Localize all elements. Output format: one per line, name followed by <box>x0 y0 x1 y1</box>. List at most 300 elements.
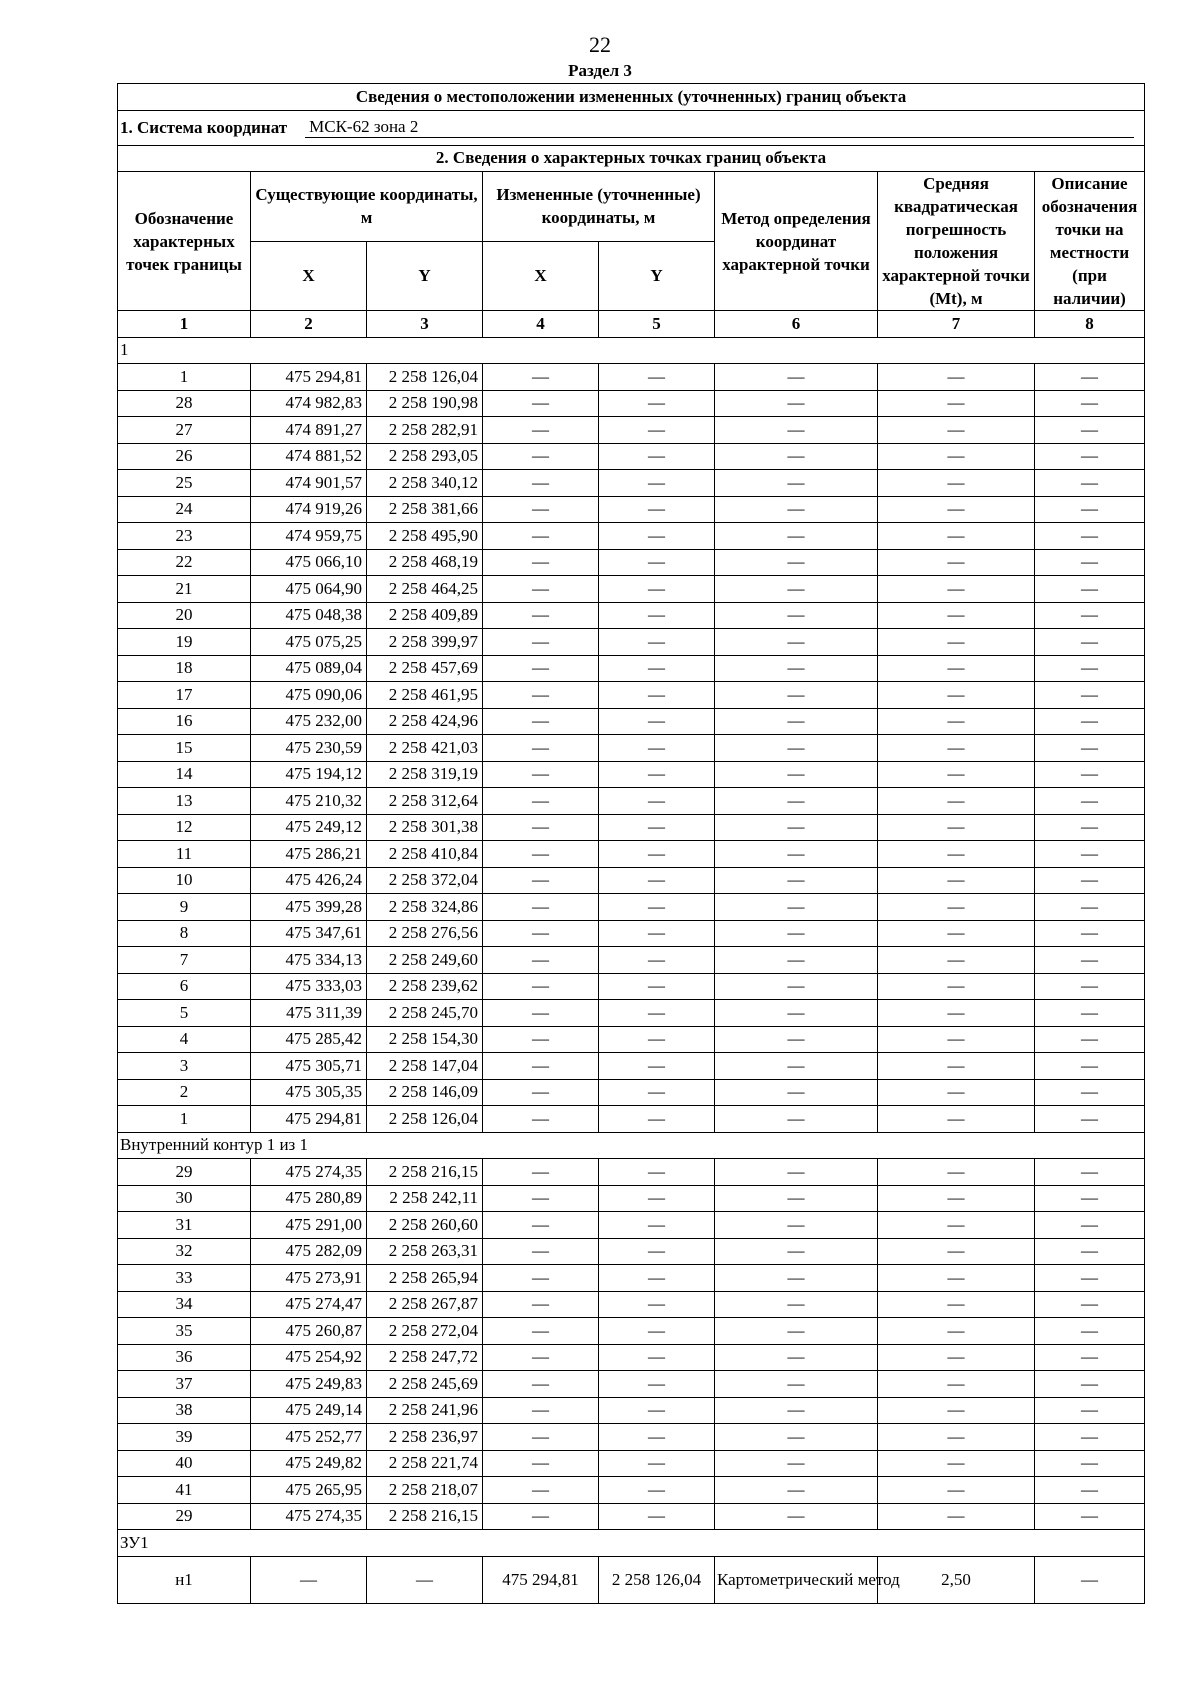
method-dash: — <box>715 1371 878 1398</box>
existing-x: 475 249,12 <box>251 814 367 841</box>
point-number: 4 <box>118 1026 251 1053</box>
table-row <box>118 1000 1145 1027</box>
header-existing-y: Y <box>367 241 483 311</box>
table-row <box>118 814 1145 841</box>
existing-x: 475 274,35 <box>251 1503 367 1530</box>
existing-y: 2 258 146,09 <box>367 1079 483 1106</box>
point-number: 28 <box>118 390 251 417</box>
description-dash: — <box>1035 1079 1145 1106</box>
description-dash: — <box>1035 1238 1145 1265</box>
error-dash: — <box>878 1212 1035 1239</box>
existing-y: 2 258 247,72 <box>367 1344 483 1371</box>
description-dash: — <box>1035 1185 1145 1212</box>
changed-x-dash: — <box>483 576 599 603</box>
description-dash: — <box>1035 1053 1145 1080</box>
error-dash: — <box>878 867 1035 894</box>
existing-x: 474 959,75 <box>251 523 367 550</box>
description: — <box>1035 1556 1145 1603</box>
changed-y-dash: — <box>599 761 715 788</box>
changed-y-dash: — <box>599 390 715 417</box>
table-row <box>118 1424 1145 1451</box>
point-number: 26 <box>118 443 251 470</box>
existing-y: 2 258 126,04 <box>367 364 483 391</box>
existing-x: 475 075,25 <box>251 629 367 656</box>
changed-y-dash: — <box>599 1026 715 1053</box>
existing-y: 2 258 216,15 <box>367 1159 483 1186</box>
method-dash: — <box>715 1291 878 1318</box>
existing-x: 475 273,91 <box>251 1265 367 1292</box>
method-dash: — <box>715 364 878 391</box>
error-dash: — <box>878 735 1035 762</box>
table-row <box>118 1053 1145 1080</box>
error-dash: — <box>878 1424 1035 1451</box>
boundary-table <box>117 83 1145 1604</box>
error-dash: — <box>878 1503 1035 1530</box>
error-dash: — <box>878 814 1035 841</box>
point-number: 21 <box>118 576 251 603</box>
existing-y: 2 258 216,15 <box>367 1503 483 1530</box>
changed-x-dash: — <box>483 629 599 656</box>
error-dash: — <box>878 629 1035 656</box>
description-dash: — <box>1035 629 1145 656</box>
description-dash: — <box>1035 708 1145 735</box>
description-dash: — <box>1035 1026 1145 1053</box>
point-number: 16 <box>118 708 251 735</box>
point-number: 8 <box>118 920 251 947</box>
description-dash: — <box>1035 496 1145 523</box>
changed-x-dash: — <box>483 1159 599 1186</box>
point-number: 41 <box>118 1477 251 1504</box>
col-number-4: 4 <box>483 311 599 338</box>
existing-y: 2 258 265,94 <box>367 1265 483 1292</box>
existing-x: 475 260,87 <box>251 1318 367 1345</box>
description-dash: — <box>1035 947 1145 974</box>
error-dash: — <box>878 1079 1035 1106</box>
col-number-6: 6 <box>715 311 878 338</box>
existing-x: 475 280,89 <box>251 1185 367 1212</box>
changed-x-dash: — <box>483 841 599 868</box>
method-dash: — <box>715 655 878 682</box>
existing-y: 2 258 154,30 <box>367 1026 483 1053</box>
changed-y-dash: — <box>599 417 715 444</box>
description-dash: — <box>1035 1000 1145 1027</box>
table-row <box>118 1477 1145 1504</box>
point-number: 39 <box>118 1424 251 1451</box>
existing-y: 2 258 410,84 <box>367 841 483 868</box>
existing-y: 2 258 263,31 <box>367 1238 483 1265</box>
changed-y-dash: — <box>599 841 715 868</box>
method-dash: — <box>715 788 878 815</box>
existing-y: 2 258 319,19 <box>367 761 483 788</box>
error-dash: — <box>878 364 1035 391</box>
changed-y-dash: — <box>599 894 715 921</box>
changed-y-dash: — <box>599 1079 715 1106</box>
col-number-7: 7 <box>878 311 1035 338</box>
col-number-5: 5 <box>599 311 715 338</box>
method-dash: — <box>715 443 878 470</box>
error-dash: — <box>878 947 1035 974</box>
description-dash: — <box>1035 443 1145 470</box>
existing-x: 475 282,09 <box>251 1238 367 1265</box>
changed-x-dash: — <box>483 1265 599 1292</box>
description-dash: — <box>1035 1265 1145 1292</box>
changed-x-dash: — <box>483 1238 599 1265</box>
error-dash: — <box>878 576 1035 603</box>
table-row <box>118 602 1145 629</box>
col-number-1: 1 <box>118 311 251 338</box>
method-dash: — <box>715 1318 878 1345</box>
description-dash: — <box>1035 1503 1145 1530</box>
error-dash: — <box>878 523 1035 550</box>
error-dash: — <box>878 1265 1035 1292</box>
page-number: 22 <box>589 32 611 57</box>
method-dash: — <box>715 1397 878 1424</box>
point-number: 11 <box>118 841 251 868</box>
existing-y: 2 258 190,98 <box>367 390 483 417</box>
existing-y: 2 258 495,90 <box>367 523 483 550</box>
table-row <box>118 496 1145 523</box>
table-row <box>118 894 1145 921</box>
changed-x-dash: — <box>483 602 599 629</box>
error-dash: — <box>878 1000 1035 1027</box>
col-number-3: 3 <box>367 311 483 338</box>
header-designation: Обозначение характерных точек границы <box>118 172 251 311</box>
point-number: 15 <box>118 735 251 762</box>
table-title: Сведения о местоположении измененных (уточненных) границ объекта <box>118 84 1145 111</box>
existing-y: — <box>367 1556 483 1603</box>
changed-x-dash: — <box>483 867 599 894</box>
table-row <box>118 682 1145 709</box>
method-dash: — <box>715 523 878 550</box>
changed-x-dash: — <box>483 1185 599 1212</box>
changed-y-dash: — <box>599 814 715 841</box>
existing-y: 2 258 126,04 <box>367 1106 483 1133</box>
error-dash: — <box>878 1053 1035 1080</box>
header-changed-x: X <box>483 241 599 311</box>
changed-x-dash: — <box>483 1000 599 1027</box>
point-number: 9 <box>118 894 251 921</box>
point-number: 1 <box>118 1106 251 1133</box>
coord-system-value: МСК-62 зона 2 <box>305 117 1134 138</box>
point-number: 24 <box>118 496 251 523</box>
table-row <box>118 1344 1145 1371</box>
description-dash: — <box>1035 1106 1145 1133</box>
description-dash: — <box>1035 470 1145 497</box>
error-dash: — <box>878 841 1035 868</box>
changed-x-dash: — <box>483 390 599 417</box>
changed-x: 475 294,81 <box>483 1556 599 1603</box>
table-row <box>118 1159 1145 1186</box>
changed-x-dash: — <box>483 1450 599 1477</box>
header-changed: Измененные (уточненные) координаты, м <box>483 172 715 242</box>
description-dash: — <box>1035 814 1145 841</box>
changed-x-dash: — <box>483 1291 599 1318</box>
description-dash: — <box>1035 1424 1145 1451</box>
existing-x: 475 426,24 <box>251 867 367 894</box>
existing-y: 2 258 241,96 <box>367 1397 483 1424</box>
point-number: 2 <box>118 1079 251 1106</box>
description-dash: — <box>1035 1450 1145 1477</box>
existing-y: 2 258 242,11 <box>367 1185 483 1212</box>
changed-y-dash: — <box>599 1185 715 1212</box>
error-dash: — <box>878 443 1035 470</box>
method-dash: — <box>715 1159 878 1186</box>
group-label: Внутренний контур 1 из 1 <box>118 1132 1145 1159</box>
changed-x-dash: — <box>483 1503 599 1530</box>
description-dash: — <box>1035 364 1145 391</box>
changed-x-dash: — <box>483 894 599 921</box>
point-number: 12 <box>118 814 251 841</box>
table-row <box>118 576 1145 603</box>
existing-x: 475 294,81 <box>251 364 367 391</box>
changed-x-dash: — <box>483 973 599 1000</box>
changed-x-dash: — <box>483 735 599 762</box>
table-row <box>118 1291 1145 1318</box>
point-number: 33 <box>118 1265 251 1292</box>
method-dash: — <box>715 1238 878 1265</box>
existing-x: 475 399,28 <box>251 894 367 921</box>
changed-y-dash: — <box>599 1424 715 1451</box>
existing-x: 475 265,95 <box>251 1477 367 1504</box>
table-row <box>118 1026 1145 1053</box>
method-dash: — <box>715 1106 878 1133</box>
existing-x: — <box>251 1556 367 1603</box>
error-dash: — <box>878 1238 1035 1265</box>
error-dash: — <box>878 682 1035 709</box>
error-dash: — <box>878 417 1035 444</box>
existing-y: 2 258 272,04 <box>367 1318 483 1345</box>
changed-x-dash: — <box>483 1397 599 1424</box>
existing-x: 475 090,06 <box>251 682 367 709</box>
method-dash: — <box>715 390 878 417</box>
existing-y: 2 258 276,56 <box>367 920 483 947</box>
description-dash: — <box>1035 1159 1145 1186</box>
method-dash: — <box>715 576 878 603</box>
changed-y-dash: — <box>599 735 715 762</box>
changed-y-dash: — <box>599 496 715 523</box>
table-row <box>118 947 1145 974</box>
description-dash: — <box>1035 549 1145 576</box>
table-row <box>118 1503 1145 1530</box>
description-dash: — <box>1035 1212 1145 1239</box>
changed-y-dash: — <box>599 655 715 682</box>
changed-x-dash: — <box>483 470 599 497</box>
description-dash: — <box>1035 867 1145 894</box>
method-dash: — <box>715 947 878 974</box>
method-dash: — <box>715 417 878 444</box>
existing-x: 474 919,26 <box>251 496 367 523</box>
point-number: 7 <box>118 947 251 974</box>
changed-x-dash: — <box>483 364 599 391</box>
error-dash: — <box>878 1344 1035 1371</box>
existing-x: 475 254,92 <box>251 1344 367 1371</box>
point-number: 34 <box>118 1291 251 1318</box>
point-number: 36 <box>118 1344 251 1371</box>
header-method: Метод определения координат характерной точки <box>715 172 878 311</box>
group-label: 1 <box>118 337 1145 364</box>
table-row <box>118 1185 1145 1212</box>
changed-y-dash: — <box>599 1503 715 1530</box>
description-dash: — <box>1035 682 1145 709</box>
existing-x: 475 347,61 <box>251 920 367 947</box>
description-dash: — <box>1035 1291 1145 1318</box>
existing-y: 2 258 236,97 <box>367 1424 483 1451</box>
point-number: 29 <box>118 1503 251 1530</box>
point-number: 1 <box>118 364 251 391</box>
error-dash: — <box>878 894 1035 921</box>
error-dash: — <box>878 470 1035 497</box>
table-row <box>118 841 1145 868</box>
changed-x-dash: — <box>483 1344 599 1371</box>
method-dash: — <box>715 1000 878 1027</box>
table-row <box>118 443 1145 470</box>
existing-y: 2 258 267,87 <box>367 1291 483 1318</box>
existing-y: 2 258 312,64 <box>367 788 483 815</box>
changed-y-dash: — <box>599 1053 715 1080</box>
existing-x: 475 194,12 <box>251 761 367 788</box>
table-row <box>118 364 1145 391</box>
existing-y: 2 258 461,95 <box>367 682 483 709</box>
description-dash: — <box>1035 1397 1145 1424</box>
changed-y-dash: — <box>599 1238 715 1265</box>
method-dash: — <box>715 1026 878 1053</box>
description-dash: — <box>1035 920 1145 947</box>
table-row <box>118 1212 1145 1239</box>
table-row <box>118 735 1145 762</box>
changed-x-dash: — <box>483 1424 599 1451</box>
error-dash: — <box>878 496 1035 523</box>
description-dash: — <box>1035 788 1145 815</box>
col-number-2: 2 <box>251 311 367 338</box>
existing-y: 2 258 399,97 <box>367 629 483 656</box>
point-number: 27 <box>118 417 251 444</box>
existing-x: 475 334,13 <box>251 947 367 974</box>
table-row <box>118 920 1145 947</box>
changed-y-dash: — <box>599 364 715 391</box>
changed-x-dash: — <box>483 708 599 735</box>
point-number: 22 <box>118 549 251 576</box>
existing-y: 2 258 421,03 <box>367 735 483 762</box>
changed-y-dash: — <box>599 1450 715 1477</box>
changed-y-dash: — <box>599 1000 715 1027</box>
table-row <box>118 417 1145 444</box>
table-row <box>118 655 1145 682</box>
existing-x: 475 285,42 <box>251 1026 367 1053</box>
method-dash: — <box>715 470 878 497</box>
method: Картометрический метод <box>715 1556 878 1603</box>
point-number: 20 <box>118 602 251 629</box>
existing-y: 2 258 260,60 <box>367 1212 483 1239</box>
error-dash: — <box>878 602 1035 629</box>
error-dash: — <box>878 788 1035 815</box>
method-dash: — <box>715 708 878 735</box>
changed-y-dash: — <box>599 1371 715 1398</box>
existing-y: 2 258 221,74 <box>367 1450 483 1477</box>
method-dash: — <box>715 1265 878 1292</box>
changed-x-dash: — <box>483 1318 599 1345</box>
error-dash: — <box>878 390 1035 417</box>
changed-y-dash: — <box>599 788 715 815</box>
point-number: 37 <box>118 1371 251 1398</box>
existing-x: 475 305,71 <box>251 1053 367 1080</box>
point-number: 10 <box>118 867 251 894</box>
coord-system-label: 1. Система координат <box>120 117 288 137</box>
existing-y: 2 258 324,86 <box>367 894 483 921</box>
changed-y: 2 258 126,04 <box>599 1556 715 1603</box>
changed-x-dash: — <box>483 761 599 788</box>
method-dash: — <box>715 1212 878 1239</box>
existing-x: 475 274,35 <box>251 1159 367 1186</box>
zu-label: ЗУ1 <box>118 1530 1145 1557</box>
error-dash: — <box>878 1185 1035 1212</box>
existing-x: 475 249,14 <box>251 1397 367 1424</box>
point-number: 5 <box>118 1000 251 1027</box>
changed-y-dash: — <box>599 1106 715 1133</box>
method-dash: — <box>715 1185 878 1212</box>
existing-x: 475 210,32 <box>251 788 367 815</box>
changed-y-dash: — <box>599 523 715 550</box>
method-dash: — <box>715 735 878 762</box>
point-number: 18 <box>118 655 251 682</box>
changed-x-dash: — <box>483 1477 599 1504</box>
method-dash: — <box>715 1503 878 1530</box>
point-number: 40 <box>118 1450 251 1477</box>
header-existing-x: X <box>251 241 367 311</box>
error-dash: — <box>878 1450 1035 1477</box>
existing-x: 475 291,00 <box>251 1212 367 1239</box>
table-row <box>118 867 1145 894</box>
existing-y: 2 258 249,60 <box>367 947 483 974</box>
existing-y: 2 258 147,04 <box>367 1053 483 1080</box>
table-row <box>118 1556 1145 1603</box>
point-number: 38 <box>118 1397 251 1424</box>
existing-x: 474 881,52 <box>251 443 367 470</box>
error-dash: — <box>878 1159 1035 1186</box>
changed-x-dash: — <box>483 443 599 470</box>
point-number: 6 <box>118 973 251 1000</box>
existing-x: 475 064,90 <box>251 576 367 603</box>
description-dash: — <box>1035 735 1145 762</box>
existing-x: 475 286,21 <box>251 841 367 868</box>
changed-y-dash: — <box>599 602 715 629</box>
method-dash: — <box>715 867 878 894</box>
changed-x-dash: — <box>483 814 599 841</box>
changed-x-dash: — <box>483 1026 599 1053</box>
header-existing: Существующие координаты, м <box>251 172 483 242</box>
error-dash: — <box>878 1106 1035 1133</box>
subsection-title: 2. Сведения о характерных точках границ объекта <box>118 145 1145 172</box>
existing-x: 475 089,04 <box>251 655 367 682</box>
changed-y-dash: — <box>599 1159 715 1186</box>
method-dash: — <box>715 682 878 709</box>
point-number: 23 <box>118 523 251 550</box>
changed-x-dash: — <box>483 549 599 576</box>
existing-y: 2 258 301,38 <box>367 814 483 841</box>
error-dash: — <box>878 708 1035 735</box>
changed-y-dash: — <box>599 549 715 576</box>
description-dash: — <box>1035 655 1145 682</box>
coord-system-row <box>118 110 1145 145</box>
existing-x: 475 305,35 <box>251 1079 367 1106</box>
table-row <box>118 761 1145 788</box>
table-row <box>118 1238 1145 1265</box>
existing-x: 475 333,03 <box>251 973 367 1000</box>
existing-y: 2 258 409,89 <box>367 602 483 629</box>
error-dash: — <box>878 1318 1035 1345</box>
point-number: 32 <box>118 1238 251 1265</box>
description-dash: — <box>1035 761 1145 788</box>
description-dash: — <box>1035 390 1145 417</box>
